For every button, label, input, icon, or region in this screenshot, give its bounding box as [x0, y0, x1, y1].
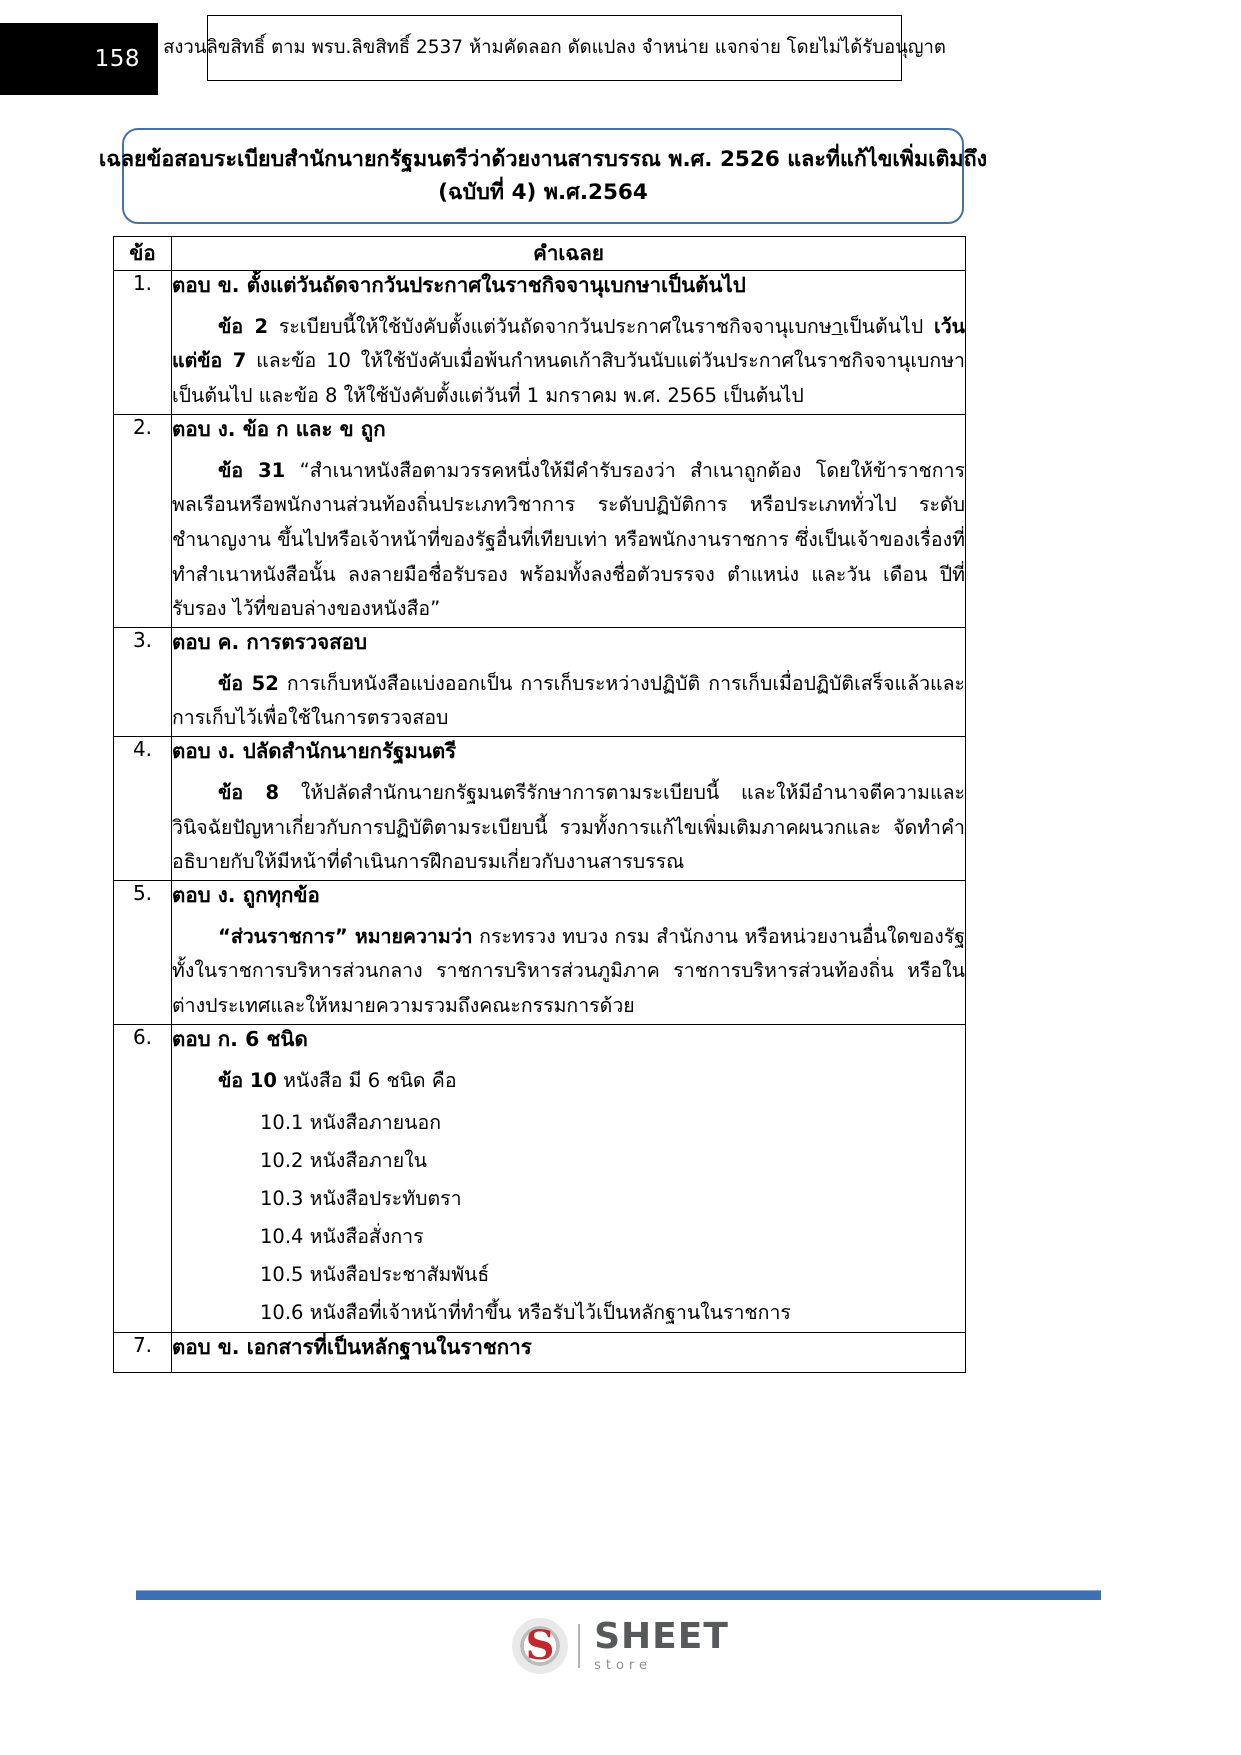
- explanation-part-c: และข้อ 10 ให้ใช้บังคับเมื่อพ้นกำหนดเก้าสิบวันนับแต่วันประกาศในราชกิจจานุเบกษา เป็นต้นไป และข้อ 8 ให้ใช้บังคับตั้งแต่วันที่ 1 มกราคม พ.ศ. 2565 เป็นต้นไป: [172, 349, 965, 408]
- copyright-box: [163, 15, 946, 81]
- explanation-part-a: “สำเนาหนังสือตามวรรคหนึ่งให้มีคำรับรองว่า สำเนาถูกต้อง โดยให้ข้าราชการพลเรือนหรือพนักงานส่วนท้องถิ่นประเภทวิชาการ ระดับปฏิบัติการ หรือประเภททั่วไป ระดับชำนาญงาน ขึ้นไปหรือเจ้าหน้าที่ของรัฐอื่นที่เทียบเท่า หรือพนักงานราชการ ซึ่งเป็นเจ้าของเรื่องที่ทำสำเนาหนังสือนั้น ลงลายมือชื่อรับรอง พร้อมทั้งลงชื่อตัวบรรจง ตำแหน่ง และวัน เดือน ปีที่รับรอง ไว้ที่ขอบล่างของหนังสือ”: [172, 458, 965, 621]
- reference-label: “ส่วนราชการ” หมายความว่า: [218, 924, 473, 948]
- list-item: 10.5 หนังสือประชาสัมพันธ์: [260, 1263, 490, 1287]
- row-number: 7.: [114, 1333, 172, 1373]
- list-item: 10.6 หนังสือที่เจ้าหน้าที่ทำขึ้น หรือรับไว้เป็นหลักฐานในราชการ: [260, 1301, 791, 1325]
- row-number: 3.: [114, 628, 172, 737]
- answer-heading: ตอบ ข. ตั้งแต่วันถัดจากวันประกาศในราชกิจจานุเบกษาเป็นต้นไป: [172, 273, 746, 297]
- reference-label: ข้อ 8: [218, 780, 280, 804]
- document-title-line-2: (ฉบับที่ 4) พ.ศ.2564: [438, 180, 648, 205]
- table-row: [114, 737, 966, 881]
- footer-divider: [136, 1590, 1101, 1600]
- explanation-part-a: หนังสือ มี 6 ชนิด คือ: [276, 1068, 457, 1092]
- document-title-line-1: เฉลยข้อสอบระเบียบสำนักนายกรัฐมนตรีว่าด้วยงานสารบรรณ พ.ศ. 2526 และที่แก้ไขเพิ่มเติมถึง: [98, 146, 988, 172]
- logo-wordmark: [594, 1616, 729, 1673]
- table-row: [114, 414, 966, 627]
- row-number: 6.: [114, 1024, 172, 1333]
- explanation-part-b: เป็นต้นไป: [842, 314, 935, 338]
- row-number: 2.: [114, 414, 172, 627]
- row-content: [172, 271, 966, 415]
- answer-key-table: [113, 236, 966, 1373]
- explanation-part-a: ให้ปลัดสำนักนายกรัฐมนตรีรักษาการตามระเบียบนี้ และให้มีอำนาจตีความและวินิจฉัยปัญหาเกี่ยวกับการปฏิบัติตามระเบียบนี้ รวมทั้งการแก้ไขเพิ่มเติมภาคผนวกและ จัดทำคำอธิบายกับให้มีหน้าที่ดำเนินการฝึกอบรมเกี่ยวกับงานสารบรรณ: [172, 780, 965, 874]
- row-content: [172, 737, 966, 881]
- reference-label: ข้อ 10: [218, 1068, 277, 1092]
- explanation-underlined: า: [831, 314, 843, 338]
- list-item: 10.2 หนังสือภายใน: [260, 1149, 428, 1173]
- answer-heading: ตอบ ง. ปลัดสำนักนายกรัฐมนตรี: [172, 739, 457, 764]
- document-type-list: [172, 1104, 965, 1332]
- page-number: 158: [94, 46, 140, 72]
- row-content: [172, 1024, 966, 1333]
- list-item: 10.3 หนังสือประทับตรา: [260, 1187, 462, 1211]
- logo-subtitle: store: [594, 1658, 652, 1673]
- list-item: 10.1 หนังสือภายนอก: [260, 1111, 442, 1135]
- explanation-part-a: ระเบียบนี้ให้ใช้บังคับตั้งแต่วันถัดจากวันประกาศในราชกิจจานุเบกษ: [268, 314, 832, 338]
- logo-name: SHEET: [594, 1616, 729, 1657]
- explanation-part-a: การเก็บหนังสือแบ่งออกเป็น การเก็บระหว่างปฏิบัติ การเก็บเมื่อปฏิบัติเสร็จแล้วและการเก็บไว้เพื่อใช้ในการตรวจสอบ: [172, 671, 966, 730]
- logo-divider: [578, 1624, 580, 1668]
- row-content: [172, 628, 966, 737]
- answer-heading: ตอบ ค. การตรวจสอบ: [172, 630, 368, 655]
- table-row: [114, 628, 966, 737]
- answer-explanation: [172, 454, 965, 628]
- row-number: 1.: [114, 271, 172, 415]
- reference-label: ข้อ 52: [218, 671, 279, 695]
- list-item: 10.4 หนังสือสั่งการ: [260, 1225, 424, 1249]
- answer-heading: ตอบ ข. เอกสารที่เป็นหลักฐานในราชการ: [172, 1335, 532, 1360]
- sheet-store-logo-icon: [512, 1618, 568, 1674]
- table-row: [114, 1333, 966, 1373]
- row-content: [172, 414, 966, 627]
- reference-label: ข้อ 31: [218, 458, 286, 482]
- column-header-explanation: คำเฉลย: [172, 237, 966, 271]
- answer-heading: ตอบ ก. 6 ชนิด: [172, 1026, 308, 1051]
- copyright-notice: สงวนลิขสิทธิ์ ตาม พรบ.ลิขสิทธิ์ 2537 ห้ามคัดลอก ดัดแปลง จำหน่าย แจกจ่าย โดยไม่ได้รับอนุญาต: [163, 36, 946, 58]
- explanation-bold-exception: เว้นแต่ข้อ 7: [172, 314, 965, 373]
- page-header: [0, 0, 1241, 110]
- answer-explanation: [172, 1064, 965, 1099]
- reference-label: ข้อ 2: [218, 314, 269, 338]
- answer-heading: ตอบ ง. ถูกทุกข้อ: [172, 883, 320, 908]
- answer-explanation: [172, 667, 965, 736]
- footer-logo: [0, 1618, 1241, 1674]
- answer-explanation: [172, 776, 965, 880]
- column-header-no: ข้อ: [114, 237, 172, 271]
- table-row: [114, 1024, 966, 1333]
- answer-explanation: [172, 310, 965, 414]
- row-content: [172, 881, 966, 1025]
- row-content: [172, 1333, 966, 1373]
- explanation-part-a: กระทรวง ทบวง กรม สำนักงาน หรือหน่วยงานอื่นใดของรัฐทั้งในราชการบริหารส่วนกลาง ราชการบริหารส่วนภูมิภาค ราชการบริหารส่วนท้องถิ่น หรือในต่างประเทศและให้หมายความรวมถึงคณะกรรมการด้วย: [172, 924, 965, 1018]
- table-row: [114, 271, 966, 415]
- answer-heading: ตอบ ง. ข้อ ก และ ข ถูก: [172, 416, 386, 441]
- row-number: 5.: [114, 881, 172, 1025]
- row-number: 4.: [114, 737, 172, 881]
- table-row: [114, 881, 966, 1025]
- page-number-block: [0, 23, 158, 95]
- document-title-box: [98, 128, 988, 224]
- answer-explanation: [172, 920, 965, 1024]
- table-header-row: [114, 237, 966, 271]
